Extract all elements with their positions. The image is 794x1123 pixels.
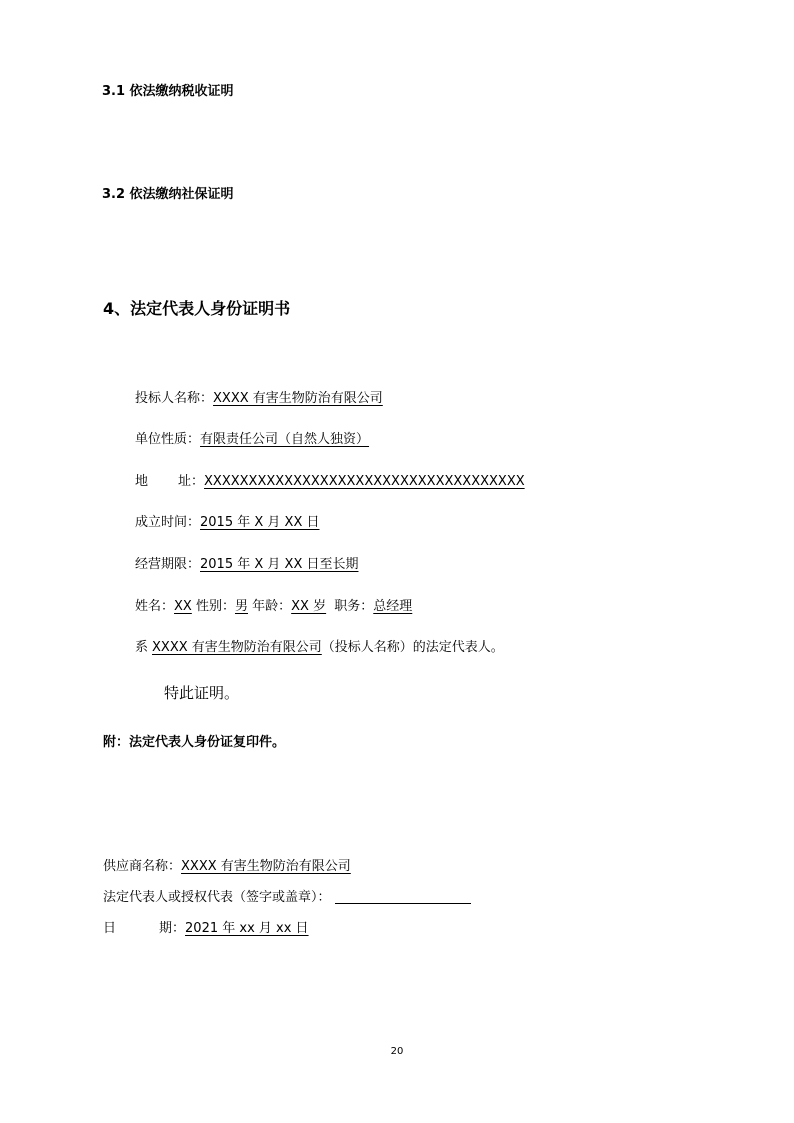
bidder-name-value: XXXX 有害生物防治有限公司 xyxy=(213,391,383,406)
gender-value: 男 xyxy=(234,599,248,614)
position-value: 总经理 xyxy=(373,599,413,614)
age-value: XX 岁 xyxy=(291,599,327,614)
founded-row xyxy=(135,511,319,530)
founded-label: 成立时间： xyxy=(135,515,201,530)
date-row xyxy=(103,917,309,936)
attachment-note: 附：法定代表人身份证复印件。 xyxy=(103,735,286,750)
page-number: 20 xyxy=(390,1046,404,1057)
address-value: XXXXXXXXXXXXXXXXXXXXXXXXXXXXXXXXXXXX xyxy=(204,474,525,489)
address-label-start: 地 xyxy=(135,474,149,489)
signature-line xyxy=(335,889,471,904)
section-3-1-heading: 3.1 依法缴纳税收证明 xyxy=(102,84,234,99)
gender-label: 性别： xyxy=(195,599,235,614)
address-row xyxy=(135,470,525,489)
date-label-start: 日 xyxy=(103,921,117,936)
date-value: 2021 年 xx 月 xx 日 xyxy=(185,921,309,936)
business-term-value: 2015 年 X 月 XX 日至长期 xyxy=(200,557,359,572)
bidder-name-label: 投标人名称： xyxy=(135,391,214,406)
representative-label: 法定代表人或授权代表（签字或盖章）： xyxy=(103,890,331,905)
business-term-row xyxy=(135,553,358,572)
section-4-heading: 4、法定代表人身份证明书 xyxy=(103,299,291,318)
founded-value: 2015 年 X 月 XX 日 xyxy=(200,515,320,530)
statement-prefix: 系 xyxy=(135,640,149,655)
date-label-end: 期： xyxy=(159,921,186,936)
unit-nature-value: 有限责任公司（自然人独资） xyxy=(200,432,370,447)
unit-nature-label: 单位性质： xyxy=(135,432,201,447)
business-term-label: 经营期限： xyxy=(135,557,201,572)
bidder-name-row xyxy=(135,387,383,406)
supplier-value: XXXX 有害生物防治有限公司 xyxy=(181,859,351,874)
supplier-row xyxy=(103,855,351,874)
statement-row xyxy=(135,636,504,655)
name-label: 姓名： xyxy=(135,599,175,614)
representative-row xyxy=(103,886,471,905)
person-info-row xyxy=(135,595,412,614)
position-label: 职务： xyxy=(334,599,374,614)
section-3-2-heading: 3.2 依法缴纳社保证明 xyxy=(102,187,234,202)
unit-nature-row xyxy=(135,428,369,447)
statement-company: XXXX 有害生物防治有限公司 xyxy=(152,640,322,655)
supplier-label: 供应商名称： xyxy=(103,859,182,874)
age-label: 年龄： xyxy=(252,599,292,614)
statement-suffix: （投标人名称）的法定代表人。 xyxy=(321,640,504,655)
certification-statement: 特此证明。 xyxy=(164,684,240,702)
address-label-end: 址： xyxy=(178,474,205,489)
name-value: XX xyxy=(174,599,192,614)
